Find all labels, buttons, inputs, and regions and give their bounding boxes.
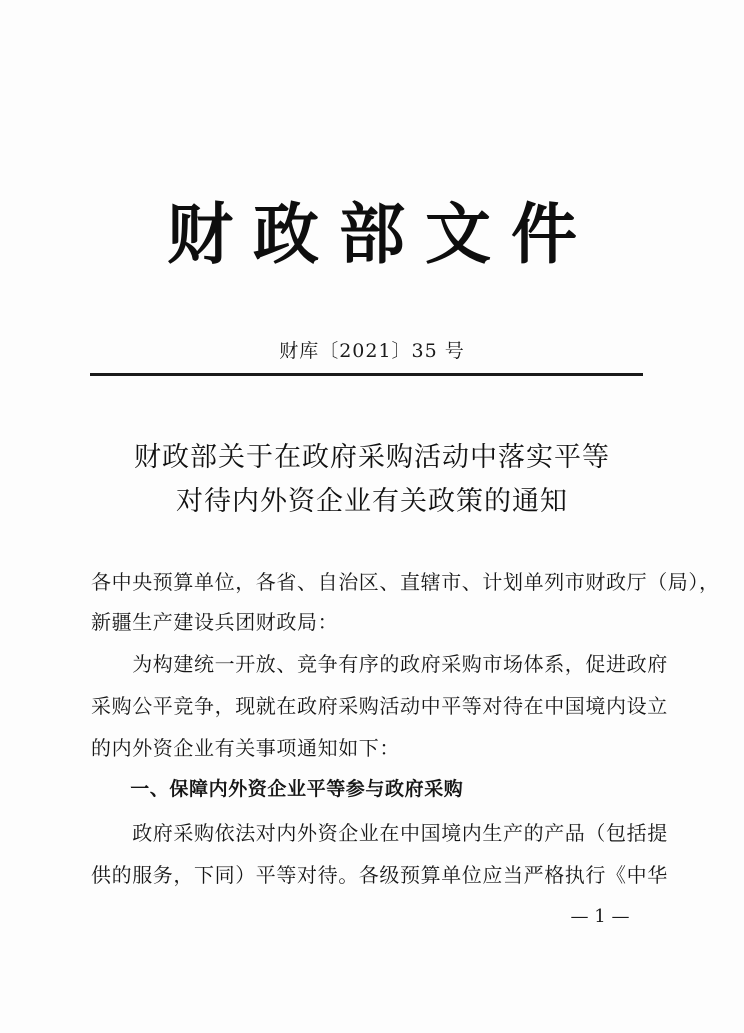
document-number: 财库〔2021〕35 号	[279, 340, 465, 362]
section-1-line-2: 供的服务，下同）平等对待。各级预算单位应当严格执行《中华	[91, 863, 668, 887]
intro-line-1: 为构建统一开放、竞争有序的政府采购市场体系，促进政府	[91, 652, 668, 676]
title-line-2: 对待内外资企业有关政策的通知	[176, 486, 568, 517]
document-title	[0, 436, 744, 524]
salutation-line-2: 新疆生产建设兵团财政局：	[91, 610, 339, 634]
section-1-line-1: 政府采购依法对内外资企业在中国境内生产的产品（包括提	[91, 821, 668, 845]
document-header: 财政部文件	[167, 195, 597, 273]
intro-line-3: 的内外资企业有关事项通知如下：	[91, 736, 400, 760]
salutation-line-1: 各中央预算单位，各省、自治区、直辖市、计划单列市财政厅（局），	[91, 570, 720, 594]
intro-line-2: 采购公平竞争，现就在政府采购活动中平等对待在中国境内设立	[91, 694, 668, 718]
page-number: — 1 —	[570, 906, 630, 927]
header-divider	[90, 373, 643, 376]
title-line-1: 财政部关于在政府采购活动中落实平等	[134, 442, 610, 473]
section-1-heading: 一、保障内外资企业平等参与政府采购	[91, 778, 464, 800]
